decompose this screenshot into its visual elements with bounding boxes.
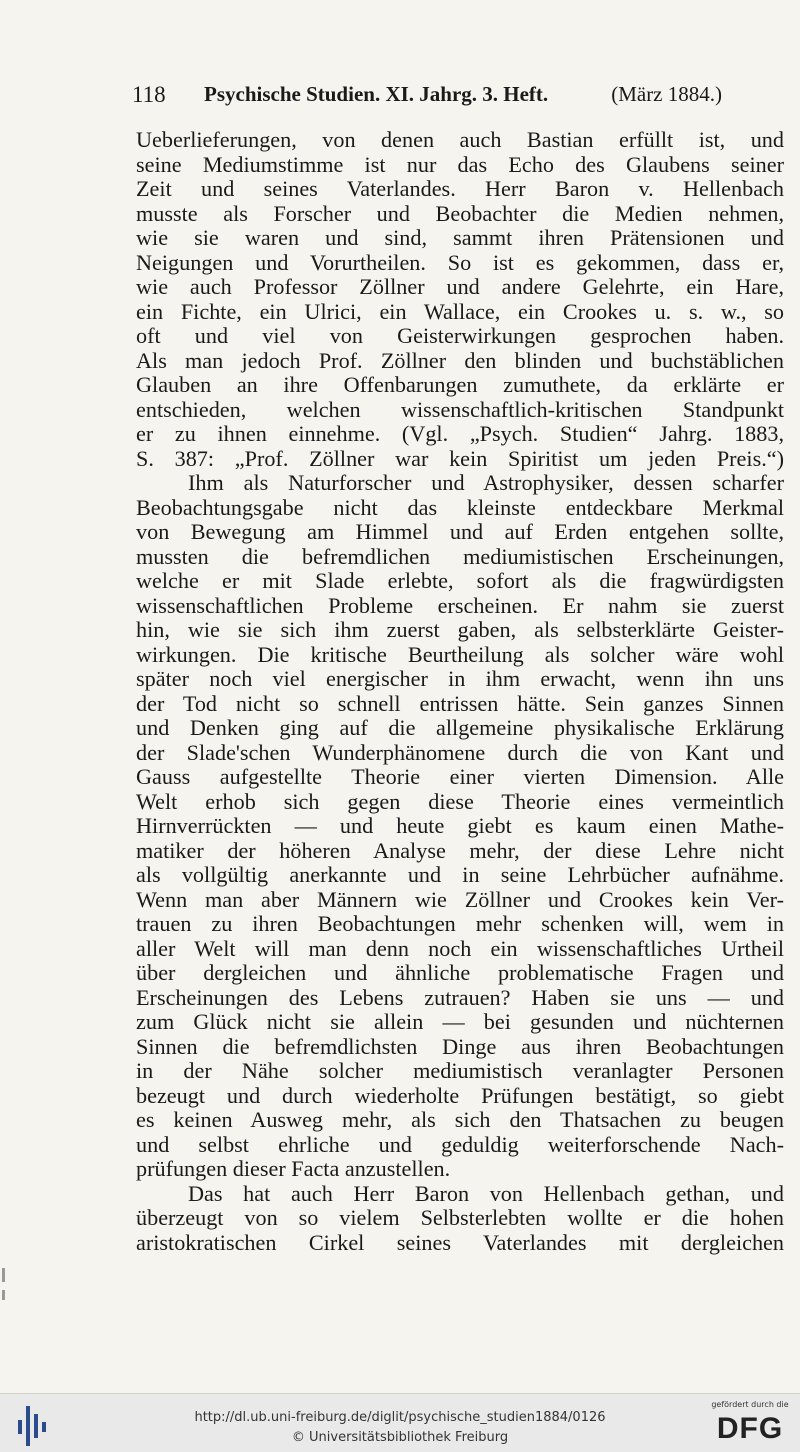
text-line: zum Glück nicht sie allein — bei gesunden und nüchternen bbox=[136, 1009, 784, 1034]
text-line: als vollgültig anerkannte und in seine Lehrbücher aufnähme. bbox=[136, 862, 784, 887]
text-line: es keinen Ausweg mehr, als sich den Thatsachen zu beugen bbox=[136, 1107, 784, 1132]
text-line: überzeugt von so vielem Selbsterlebten wollte er die hohen bbox=[136, 1205, 784, 1230]
text-line: und Denken ging auf die allgemeine physikalische Erklärung bbox=[136, 715, 784, 740]
text-line: Hirnverrückten — und heute giebt es kaum einen Mathe- bbox=[136, 813, 784, 838]
text-line: in der Nähe solcher mediumistisch veranlagter Personen bbox=[136, 1058, 784, 1083]
text-line: wirkungen. Die kritische Beurtheilung als solcher wäre wohl bbox=[136, 641, 784, 667]
text-line: bezeugt und durch wiederholte Prüfungen bestätigt, so giebt bbox=[136, 1082, 784, 1108]
text-line: matiker der höheren Analyse mehr, der diese Lehre nicht bbox=[136, 837, 784, 863]
page-number: 118 bbox=[132, 82, 166, 107]
text-line: später noch viel energischer in ihm erwacht, wenn ihn uns bbox=[136, 666, 784, 691]
text-line: Ueberlieferungen, von denen auch Bastian erfüllt ist, und bbox=[136, 127, 784, 152]
text-line: Welt erhob sich gegen diese Theorie eines vermeintlich bbox=[136, 788, 784, 814]
text-line: er zu ihnen einnehme. (Vgl. „Psych. Studien“ Jahrg. 1883, bbox=[136, 421, 784, 446]
issue-date: (März 1884.) bbox=[611, 82, 722, 106]
text-line: Gauss aufgestellte Theorie einer vierten Dimension. Alle bbox=[136, 764, 784, 789]
text-line: Erscheinungen des Lebens zutrauen? Haben sie uns — und bbox=[136, 984, 784, 1010]
text-line: wissenschaftlichen Probleme erscheinen. Er nahm sie zuerst bbox=[136, 592, 784, 618]
text-line: prüfungen dieser Facta anzustellen. bbox=[136, 1156, 451, 1181]
text-line: wie auch Professor Zöllner und andere Gelehrte, ein Hare, bbox=[136, 274, 784, 299]
text-line: mussten die befremdlichen mediumistischen Erscheinungen, bbox=[136, 543, 784, 569]
text-line: musste als Forscher und Beobachter die Medien nehmen, bbox=[136, 200, 784, 226]
text-line: Das hat auch Herr Baron von Hellenbach gethan, und bbox=[188, 1180, 784, 1206]
source-url[interactable]: http://dl.ub.uni-freiburg.de/diglit/psychische_studien1884/0126 bbox=[194, 1410, 606, 1425]
text-line: Zeit und seines Vaterlandes. Herr Baron v. Hellenbach bbox=[136, 176, 784, 201]
body-text bbox=[136, 128, 784, 1255]
margin-mark bbox=[2, 1290, 5, 1300]
dfg-caption: gefördert durch die bbox=[711, 1400, 789, 1409]
paragraph bbox=[136, 128, 784, 471]
text-line: trauen zu ihren Beobachtungen mehr schenken will, wem in bbox=[136, 911, 784, 936]
text-line: S. 387: „Prof. Zöllner war kein Spiritist um jeden Preis.“) bbox=[136, 445, 784, 471]
running-header bbox=[132, 82, 722, 112]
margin-mark bbox=[2, 1268, 5, 1282]
text-line: welche er mit Slade erlebte, sofort als die fragwürdigsten bbox=[136, 568, 784, 593]
text-line: der Tod nicht so schnell entrissen hätte. Sein ganzes Sinnen bbox=[136, 690, 784, 716]
text-line: Beobachtungsgabe nicht das kleinste entdeckbare Merkmal bbox=[136, 494, 784, 520]
paragraph bbox=[136, 471, 784, 1182]
text-line: aller Welt will man denn noch ein wissenschaftliches Urtheil bbox=[136, 935, 784, 961]
text-line: der Slade'schen Wunderphänomene durch die von Kant und bbox=[136, 739, 784, 765]
text-line: Wenn man aber Männern wie Zöllner und Crookes kein Ver- bbox=[136, 886, 784, 912]
text-line: Ihm als Naturforscher und Astrophysiker, dessen scharfer bbox=[188, 470, 784, 495]
text-line: entschieden, welchen wissenschaftlich-kritischen Standpunkt bbox=[136, 396, 784, 422]
text-line: über dergleichen und ähnliche problematische Fragen und bbox=[136, 960, 784, 985]
text-line: von Bewegung am Himmel und auf Erden entgehen sollte, bbox=[136, 519, 784, 544]
dfg-wordmark: DFG bbox=[716, 1412, 784, 1445]
text-line: seine Mediumstimme ist nur das Echo des Glaubens seiner bbox=[136, 151, 784, 177]
paragraph bbox=[136, 1182, 784, 1256]
copyright-notice: © Universitätsbibliothek Freiburg bbox=[291, 1430, 509, 1445]
text-line: oft und viel von Geisterwirkungen gesprochen haben. bbox=[136, 323, 784, 348]
journal-title: Psychische Studien. XI. Jahrg. 3. Heft. bbox=[204, 82, 549, 106]
text-line: Sinnen die befremdlichsten Dinge aus ihren Beobachtungen bbox=[136, 1033, 784, 1059]
text-line: aristokratischen Cirkel seines Vaterlandes mit dergleichen bbox=[136, 1229, 784, 1255]
dfg-logo-icon bbox=[708, 1398, 792, 1448]
text-line: Als man jedoch Prof. Zöllner den blinden und buchstäblichen bbox=[136, 347, 784, 373]
text-line: ein Fichte, ein Ulrici, ein Wallace, ein Crookes u. s. w., so bbox=[136, 298, 784, 324]
text-line: wie sie waren und sind, sammt ihren Prätensionen und bbox=[136, 225, 784, 250]
text-line: Glauben an ihre Offenbarungen zumuthete, da erklärte er bbox=[136, 372, 784, 397]
footer-bar bbox=[0, 1393, 800, 1452]
text-line: hin, wie sie sich ihm zuerst gaben, als selbsterklärte Geister- bbox=[136, 617, 784, 642]
text-line: und selbst ehrliche und geduldig weiterforschende Nach- bbox=[136, 1131, 784, 1157]
text-line: Neigungen und Vorurtheilen. So ist es gekommen, dass er, bbox=[136, 249, 784, 275]
